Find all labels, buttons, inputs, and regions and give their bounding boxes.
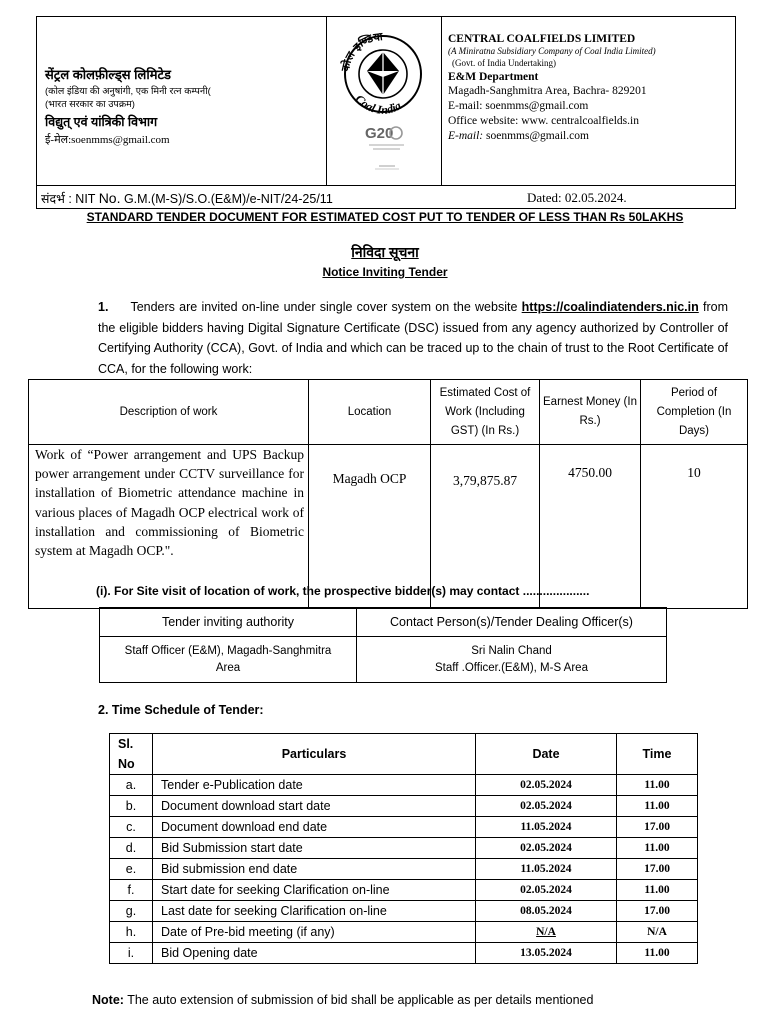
table-row — [110, 838, 698, 859]
header-earnest: Earnest Money (In Rs.) — [540, 380, 641, 445]
row-sl: e. — [110, 859, 153, 880]
schedule-header — [110, 734, 698, 775]
company-name: CENTRAL COALFIELDS LIMITED — [448, 33, 636, 45]
table-row — [110, 880, 698, 901]
work-cost: 3,79,875.87 — [431, 445, 540, 609]
row-particular: Date of Pre-bid meeting (if any) — [153, 922, 476, 943]
header-contact-person: Contact Person(s)/Tender Dealing Officer(s) — [357, 608, 667, 637]
row-time: 11.00 — [617, 775, 698, 796]
work-earnest: 4750.00 — [540, 445, 641, 609]
g20-text: G20 — [365, 125, 394, 142]
g20-logo — [327, 17, 442, 185]
row-sl: d. — [110, 838, 153, 859]
reference-bar — [37, 185, 735, 209]
header-period: Period of Completion (In Days) — [641, 380, 748, 445]
header-tender-authority: Tender inviting authority — [100, 608, 357, 637]
tender-website-link[interactable]: https://coalindiatenders.nic.in — [521, 300, 699, 314]
row-sl: f. — [110, 880, 153, 901]
note: Note: The auto extension of submission of bid shall be applicable as per details mentioned — [92, 993, 594, 1007]
row-sl: c. — [110, 817, 153, 838]
email-line-2: E-mail: soenmms@gmail.com — [448, 130, 589, 142]
department-line: E&M Department — [448, 71, 539, 83]
row-particular: Document download start date — [153, 796, 476, 817]
table-row — [110, 901, 698, 922]
row-sl: a. — [110, 775, 153, 796]
nit-title: Notice Inviting Tender — [322, 265, 448, 279]
hindi-title: निविदा सूचना — [351, 244, 419, 260]
work-description: Work of “Power arrangement and UPS Backup power arrangement under CCTV surveillance for installation of Biometric attendance machine in various places of Magadh OCP electrical work of installation and commissioning of Biometric system at Magadh OCP.". — [29, 445, 309, 609]
table-row — [110, 943, 698, 964]
logo-ring-bottom-text: Coal India — [352, 91, 404, 117]
row-date: N/A — [476, 922, 617, 943]
header-cost: Estimated Cost of Work (Including GST) (In Rs.) — [431, 380, 540, 445]
table-row — [110, 859, 698, 880]
work-table-header — [29, 380, 748, 445]
site-visit-line: (i). For Site visit of location of work, the prospective bidder(s) may contact .................... — [96, 584, 590, 598]
table-row — [110, 796, 698, 817]
row-time: 11.00 — [617, 796, 698, 817]
row-sl: i. — [110, 943, 153, 964]
row-particular: Bid Submission start date — [153, 838, 476, 859]
paragraph-number: 1. — [98, 300, 109, 314]
row-particular: Start date for seeking Clarification on-line — [153, 880, 476, 901]
subsidiary-line: (A Miniratna Subsidiary Company of Coal India Limited) — [448, 46, 656, 56]
email-hindi: ई-मेल:soenmms@gmail.com — [45, 134, 170, 146]
logo-ring-top-text: कोल इण्डिया — [338, 29, 384, 73]
letterhead — [36, 16, 736, 209]
reference-number: संदर्भ : NIT No. G.M.(M-S)/S.O.(E&M)/e-NIT/24-25/11 — [41, 190, 333, 206]
row-time: 17.00 — [617, 859, 698, 880]
header-date: Date — [476, 734, 617, 775]
row-time: 11.00 — [617, 838, 698, 859]
header-particulars: Particulars — [153, 734, 476, 775]
row-sl: b. — [110, 796, 153, 817]
work-period: 10 — [641, 445, 748, 609]
letterhead-right-english — [442, 17, 737, 185]
row-date: 11.05.2024 — [476, 817, 617, 838]
header-location: Location — [309, 380, 431, 445]
subsidiary-hindi: (कोल इंडिया की अनुषांगी, एक मिनी रत्न कम्पनी( — [45, 86, 211, 97]
row-sl: h. — [110, 922, 153, 943]
row-date: 11.05.2024 — [476, 859, 617, 880]
row-date: 02.05.2024 — [476, 796, 617, 817]
email-line: E-mail: soenmms@gmail.com — [448, 100, 589, 112]
tender-authority: Staff Officer (E&M), Magadh-Sanghmitra Area — [100, 637, 357, 683]
row-time: 11.00 — [617, 943, 698, 964]
table-row — [110, 817, 698, 838]
dated: Dated: 02.05.2024. — [527, 190, 627, 205]
row-date: 13.05.2024 — [476, 943, 617, 964]
letterhead-logos — [327, 17, 442, 185]
company-name-hindi: सेंट्रल कोलफ़ील्ड्स लिमिटेड — [45, 67, 172, 82]
table-row — [100, 637, 667, 683]
contact-table-header — [100, 608, 667, 637]
contact-table — [99, 607, 667, 683]
row-date: 02.05.2024 — [476, 880, 617, 901]
contact-person: Sri Nalin Chand Staff .Officer.(E&M), M-S Area — [357, 637, 667, 683]
row-particular: Bid Opening date — [153, 943, 476, 964]
header-description: Description of work — [29, 380, 309, 445]
row-date: 02.05.2024 — [476, 775, 617, 796]
row-particular: Bid submission end date — [153, 859, 476, 880]
row-particular: Last date for seeking Clarification on-line — [153, 901, 476, 922]
row-time: 17.00 — [617, 817, 698, 838]
letterhead-left-hindi — [37, 17, 327, 185]
govt-undertaking-hindi: (भारत सरकार का उपक्रम) — [45, 99, 135, 110]
row-time: N/A — [617, 922, 698, 943]
header-time: Time — [617, 734, 698, 775]
standard-tender-title: STANDARD TENDER DOCUMENT FOR ESTIMATED COST PUT TO TENDER OF LESS THAN Rs 50LAKHS — [86, 210, 684, 224]
header-sl-no: Sl. No — [110, 734, 153, 775]
work-table — [28, 379, 748, 609]
table-row — [110, 922, 698, 943]
row-particular: Document download end date — [153, 817, 476, 838]
department-hindi: विद्युत् एवं यांत्रिकी विभाग — [45, 115, 158, 129]
row-particular: Tender e-Publication date — [153, 775, 476, 796]
address-line: Magadh-Sanghmitra Area, Bachra- 829201 — [448, 85, 647, 97]
website-line: Office website: www. centralcoalfields.in — [448, 115, 639, 127]
row-time: 11.00 — [617, 880, 698, 901]
paragraph-1: 1. Tenders are invited on-line under single cover system on the website https://coalindiatenders.nic.in from the eligible bidders having Digital Signature Certificate (DSC) issued from any agency authorized by Controller of Certifying Authority (CCA), Govt. of India and which can be traced up to the chain of trust to the Root Certificate of CCA, for the following work: — [98, 300, 728, 376]
schedule-table — [109, 733, 698, 964]
table-row — [110, 775, 698, 796]
govt-undertaking-line: (Govt. of India Undertaking) — [452, 58, 556, 68]
row-date: 08.05.2024 — [476, 901, 617, 922]
schedule-title: 2. Time Schedule of Tender: — [98, 703, 264, 717]
row-time: 17.00 — [617, 901, 698, 922]
row-sl: g. — [110, 901, 153, 922]
row-date: 02.05.2024 — [476, 838, 617, 859]
work-location: Magadh OCP — [309, 445, 431, 609]
